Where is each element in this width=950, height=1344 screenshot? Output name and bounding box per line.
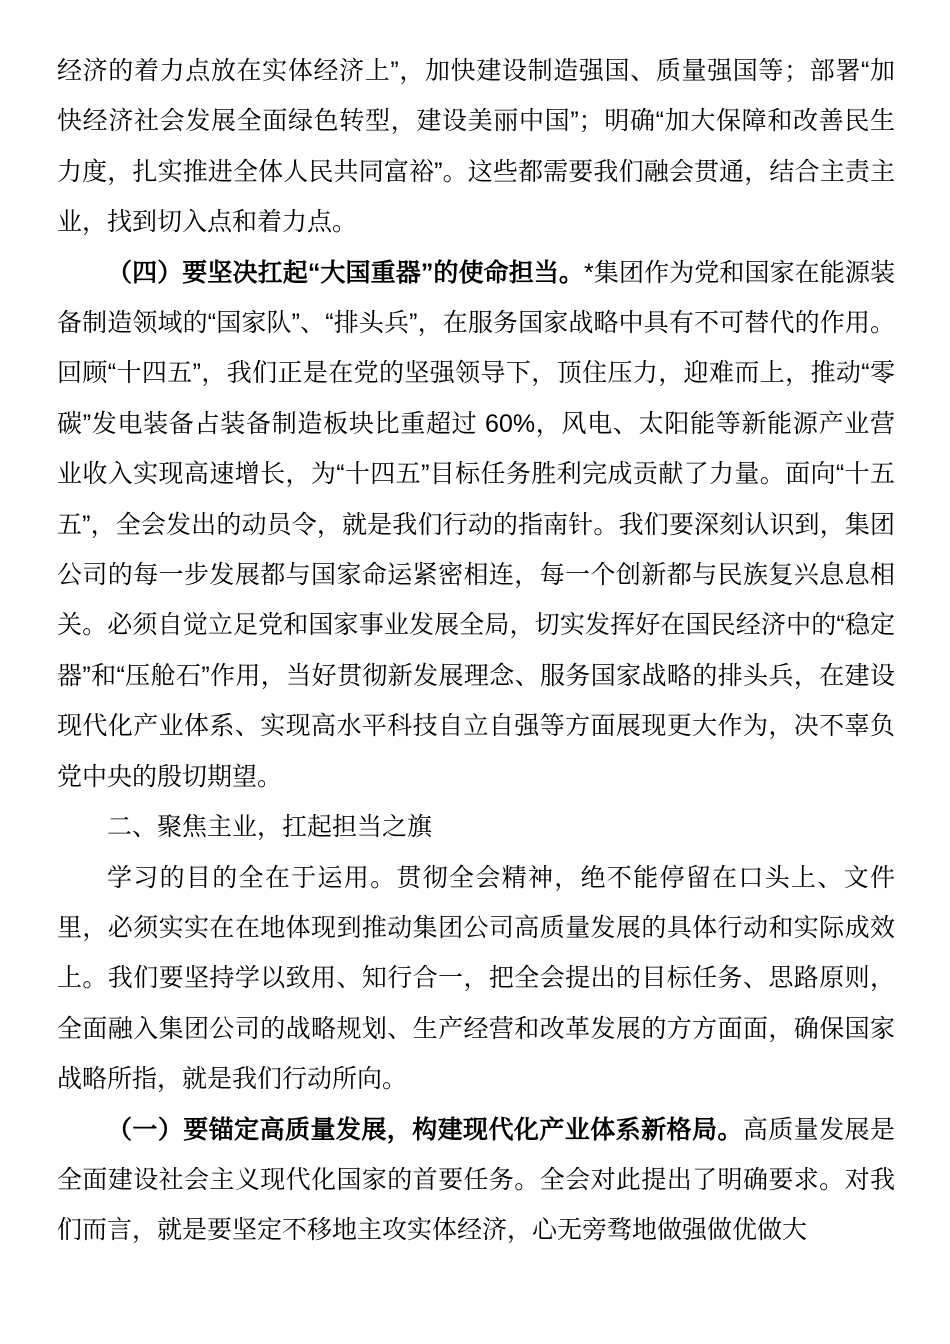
paragraph-text: 高质量发展是全面建设社会主义现代化国家的首要任务。全会对此提出了明确要求。对我们而言，就是要坚定不移地主攻实体经济，心无旁骛地做强做优做大: [57, 1115, 895, 1245]
section-heading-bold: （四）要坚决扛起“大国重器”的使命担当。: [107, 258, 585, 287]
paragraph-continuation: [57, 46, 895, 248]
paragraph-text: 经济的着力点放在实体经济上”，加快建设制造强国、质量强国等；部署“加快经济社会发展全面绿色转型，建设美丽中国”；明确“加大保障和改善民生力度，扎实推进全体人民共同富裕”。这些都需要我们融会贯通，结合主责主业，找到切入点和着力点。: [57, 57, 895, 237]
paragraph-heading-2: [57, 802, 895, 852]
chapter-heading: 二、聚焦主业，扛起担当之旗: [107, 813, 433, 842]
paragraph-text: *集团作为党和国家在能源装备制造领域的“国家队”、“排头兵”，在服务国家战略中具有不可替代的作用。回顾“十四五”，我们正是在党的坚强领导下，顶住压力，迎难而上，推动“零碳”发电装备占装备制造板块比重超过 60%，风电、太阳能等新能源产业营业收入实现高速增长，为“十四五”目标任务胜利完成贡献了力量。面向“十五五”，全会发出的动员令，就是我们行动的指南针。我们要深刻认识到，集团公司的每一步发展都与国家命运紧密相连，每一个创新都与民族复兴息息相关。必须自觉立足党和国家事业发展全局，切实发挥好在国民经济中的“稳定器”和“压舱石”作用，当好贯彻新发展理念、服务国家战略的排头兵，在建设现代化产业体系、实现高水平科技自立自强等方面展现更大作为，决不辜负党中央的殷切期望。: [57, 258, 895, 791]
section-heading-bold: （一）要锚定高质量发展，构建现代化产业体系新格局。: [107, 1115, 743, 1144]
paragraph-section-1: [57, 1105, 895, 1256]
paragraph-text: 学习的目的全在于运用。贯彻全会精神，绝不能停留在口头上、文件里，必须实实在在地体现到推动集团公司高质量发展的具体行动和实际成效上。我们要坚持学以致用、知行合一，把全会提出的目标任务、思路原则，全面融入集团公司的战略规划、生产经营和改革发展的方方面面，确保国家战略所指，就是我们行动所向。: [57, 863, 895, 1094]
paragraph-body: [57, 853, 895, 1105]
paragraph-section-4: [57, 248, 895, 802]
